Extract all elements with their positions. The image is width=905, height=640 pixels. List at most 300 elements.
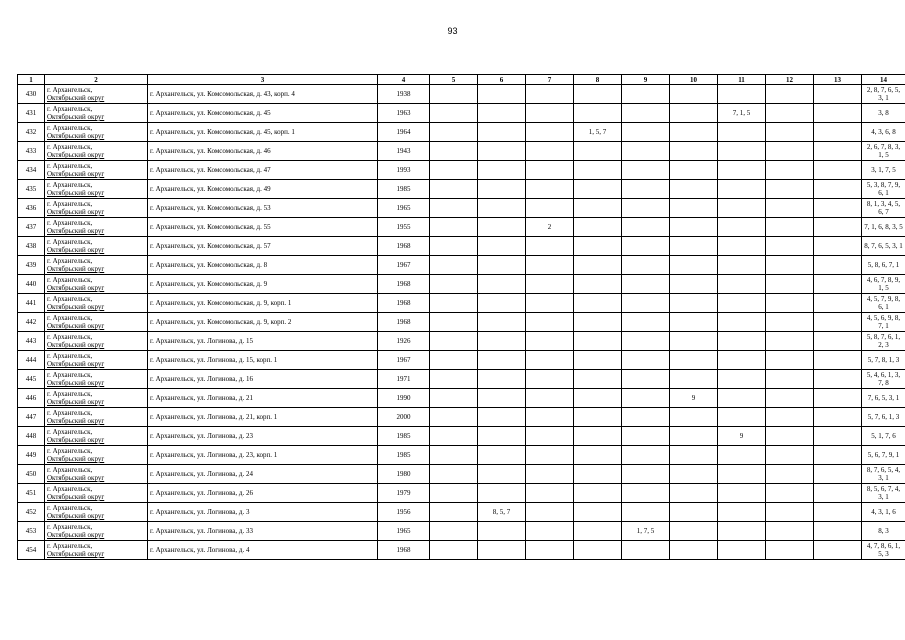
district-cell	[45, 503, 148, 522]
column-6-cell	[478, 332, 526, 351]
column-14-cell: 5, 3, 8, 7, 9, 6, 1	[862, 180, 905, 199]
row-number-cell: 431	[18, 104, 45, 123]
column-header-5: 5	[430, 75, 478, 85]
column-10-cell	[670, 180, 718, 199]
row-number-cell: 437	[18, 218, 45, 237]
column-14-cell: 4, 3, 6, 8	[862, 123, 905, 142]
column-8-cell	[574, 370, 622, 389]
column-10-cell	[670, 313, 718, 332]
address-cell: г. Архангельск, ул. Логинова, д. 15	[148, 332, 378, 351]
district-line-2: Октябрьский округ	[47, 189, 105, 197]
district-line-1: г. Архангельск,	[47, 447, 93, 455]
column-10-cell	[670, 503, 718, 522]
column-11-cell	[718, 351, 766, 370]
district-cell	[45, 351, 148, 370]
column-11-cell	[718, 142, 766, 161]
column-6-cell	[478, 199, 526, 218]
column-10-cell	[670, 104, 718, 123]
column-10-cell	[670, 142, 718, 161]
year-cell: 1990	[378, 389, 430, 408]
column-7-cell	[526, 237, 574, 256]
district-cell	[45, 484, 148, 503]
column-7-cell	[526, 294, 574, 313]
column-7-cell	[526, 370, 574, 389]
column-11-cell: 9	[718, 427, 766, 446]
column-9-cell	[622, 142, 670, 161]
row-number-cell: 430	[18, 85, 45, 104]
column-12-cell	[766, 294, 814, 313]
column-6-cell	[478, 218, 526, 237]
column-10-cell	[670, 199, 718, 218]
column-7-cell	[526, 123, 574, 142]
column-5-cell	[430, 85, 478, 104]
district-line-1: г. Архангельск,	[47, 105, 93, 113]
column-14-cell: 5, 8, 7, 6, 1, 2, 3	[862, 332, 905, 351]
column-14-cell: 8, 1, 3, 4, 5, 6, 7	[862, 199, 905, 218]
address-cell: г. Архангельск, ул. Комсомольская, д. 9	[148, 275, 378, 294]
column-6-cell	[478, 522, 526, 541]
district-line-1: г. Архангельск,	[47, 485, 93, 493]
column-12-cell	[766, 161, 814, 180]
column-12-cell	[766, 142, 814, 161]
column-12-cell	[766, 389, 814, 408]
column-8-cell	[574, 408, 622, 427]
column-header-1: 1	[18, 75, 45, 85]
column-11-cell	[718, 161, 766, 180]
district-line-1: г. Архангельск,	[47, 466, 93, 474]
column-9-cell	[622, 294, 670, 313]
column-5-cell	[430, 446, 478, 465]
address-cell: г. Архангельск, ул. Логинова, д. 4	[148, 541, 378, 560]
district-line-1: г. Архангельск,	[47, 124, 93, 132]
column-14-cell: 8, 5, 6, 7, 4, 3, 1	[862, 484, 905, 503]
table-row	[18, 123, 905, 142]
column-8-cell	[574, 161, 622, 180]
column-6-cell	[478, 142, 526, 161]
row-number-cell: 445	[18, 370, 45, 389]
year-cell: 1993	[378, 161, 430, 180]
column-6-cell	[478, 104, 526, 123]
row-number-cell: 432	[18, 123, 45, 142]
district-line-1: г. Архангельск,	[47, 276, 93, 284]
row-number-cell: 434	[18, 161, 45, 180]
district-line-1: г. Архангельск,	[47, 181, 93, 189]
column-14-cell: 4, 5, 6, 9, 8, 7, 1	[862, 313, 905, 332]
table-row	[18, 256, 905, 275]
column-8-cell: 1, 5, 7	[574, 123, 622, 142]
year-cell: 1938	[378, 85, 430, 104]
column-11-cell	[718, 123, 766, 142]
year-cell: 1967	[378, 256, 430, 275]
column-10-cell	[670, 256, 718, 275]
column-header-6: 6	[478, 75, 526, 85]
district-line-2: Октябрьский округ	[47, 227, 105, 235]
column-7-cell	[526, 161, 574, 180]
column-header-3: 3	[148, 75, 378, 85]
district-line-2: Октябрьский округ	[47, 151, 105, 159]
column-5-cell	[430, 484, 478, 503]
column-9-cell	[622, 446, 670, 465]
district-line-2: Октябрьский округ	[47, 113, 105, 121]
district-line-1: г. Архангельск,	[47, 314, 93, 322]
table-row	[18, 446, 905, 465]
district-line-2: Октябрьский округ	[47, 436, 105, 444]
district-line-1: г. Архангельск,	[47, 200, 93, 208]
year-cell: 1963	[378, 104, 430, 123]
column-11-cell	[718, 541, 766, 560]
year-cell: 2000	[378, 408, 430, 427]
district-line-1: г. Архангельск,	[47, 333, 93, 341]
district-line-2: Октябрьский округ	[47, 208, 105, 216]
district-cell	[45, 427, 148, 446]
column-10-cell	[670, 294, 718, 313]
column-10-cell	[670, 541, 718, 560]
address-cell: г. Архангельск, ул. Комсомольская, д. 45	[148, 104, 378, 123]
column-13-cell	[814, 199, 862, 218]
district-cell	[45, 294, 148, 313]
table-row	[18, 161, 905, 180]
address-cell: г. Архангельск, ул. Комсомольская, д. 46	[148, 142, 378, 161]
row-number-cell: 444	[18, 351, 45, 370]
column-header-14: 14	[862, 75, 905, 85]
district-line-2: Октябрьский округ	[47, 531, 105, 539]
address-cell: г. Архангельск, ул. Комсомольская, д. 55	[148, 218, 378, 237]
column-12-cell	[766, 522, 814, 541]
row-number-cell: 450	[18, 465, 45, 484]
district-line-2: Октябрьский округ	[47, 360, 105, 368]
column-8-cell	[574, 199, 622, 218]
table-row	[18, 142, 905, 161]
table-row	[18, 237, 905, 256]
column-10-cell	[670, 446, 718, 465]
district-line-2: Октябрьский округ	[47, 246, 105, 254]
row-number-cell: 442	[18, 313, 45, 332]
column-9-cell	[622, 427, 670, 446]
column-header-4: 4	[378, 75, 430, 85]
column-5-cell	[430, 427, 478, 446]
column-10-cell	[670, 370, 718, 389]
column-12-cell	[766, 275, 814, 294]
column-8-cell	[574, 142, 622, 161]
column-8-cell	[574, 351, 622, 370]
column-9-cell	[622, 484, 670, 503]
column-7-cell	[526, 484, 574, 503]
district-cell	[45, 389, 148, 408]
column-8-cell	[574, 332, 622, 351]
column-14-cell: 8, 7, 6, 5, 4, 3, 1	[862, 465, 905, 484]
address-cell: г. Архангельск, ул. Комсомольская, д. 45, корп. 1	[148, 123, 378, 142]
row-number-cell: 441	[18, 294, 45, 313]
column-6-cell	[478, 370, 526, 389]
column-5-cell	[430, 123, 478, 142]
column-9-cell	[622, 237, 670, 256]
column-5-cell	[430, 389, 478, 408]
column-header-12: 12	[766, 75, 814, 85]
column-13-cell	[814, 104, 862, 123]
column-6-cell	[478, 408, 526, 427]
header-row	[18, 75, 905, 85]
column-12-cell	[766, 408, 814, 427]
column-11-cell	[718, 275, 766, 294]
table-row	[18, 389, 905, 408]
column-11-cell	[718, 180, 766, 199]
column-10-cell	[670, 427, 718, 446]
column-14-cell: 5, 8, 6, 7, 1	[862, 256, 905, 275]
column-14-cell: 4, 7, 8, 6, 1, 5, 3	[862, 541, 905, 560]
column-13-cell	[814, 446, 862, 465]
column-5-cell	[430, 541, 478, 560]
column-12-cell	[766, 541, 814, 560]
column-8-cell	[574, 218, 622, 237]
table-row	[18, 294, 905, 313]
district-cell	[45, 313, 148, 332]
column-8-cell	[574, 180, 622, 199]
column-12-cell	[766, 256, 814, 275]
column-6-cell	[478, 465, 526, 484]
column-14-cell: 5, 6, 7, 9, 1	[862, 446, 905, 465]
district-line-1: г. Архангельск,	[47, 86, 93, 94]
row-number-cell: 448	[18, 427, 45, 446]
address-cell: г. Архангельск, ул. Логинова, д. 24	[148, 465, 378, 484]
district-cell	[45, 123, 148, 142]
district-cell	[45, 332, 148, 351]
column-12-cell	[766, 199, 814, 218]
district-line-1: г. Архангельск,	[47, 371, 93, 379]
column-8-cell	[574, 85, 622, 104]
column-12-cell	[766, 237, 814, 256]
year-cell: 1985	[378, 180, 430, 199]
column-10-cell	[670, 218, 718, 237]
table-row	[18, 104, 905, 123]
district-cell	[45, 142, 148, 161]
column-5-cell	[430, 218, 478, 237]
row-number-cell: 439	[18, 256, 45, 275]
district-cell	[45, 446, 148, 465]
column-14-cell: 5, 7, 8, 1, 3	[862, 351, 905, 370]
column-14-cell: 5, 1, 7, 6	[862, 427, 905, 446]
column-11-cell	[718, 313, 766, 332]
column-6-cell	[478, 161, 526, 180]
column-14-cell: 4, 5, 7, 9, 8, 6, 1	[862, 294, 905, 313]
district-line-1: г. Архангельск,	[47, 428, 93, 436]
column-5-cell	[430, 161, 478, 180]
district-line-1: г. Архангельск,	[47, 409, 93, 417]
table-row	[18, 351, 905, 370]
column-5-cell	[430, 180, 478, 199]
column-13-cell	[814, 256, 862, 275]
table-row	[18, 332, 905, 351]
column-8-cell	[574, 446, 622, 465]
column-12-cell	[766, 370, 814, 389]
column-11-cell	[718, 446, 766, 465]
column-header-2: 2	[45, 75, 148, 85]
column-7-cell	[526, 465, 574, 484]
column-13-cell	[814, 275, 862, 294]
column-7-cell	[526, 313, 574, 332]
column-13-cell	[814, 313, 862, 332]
address-cell: г. Архангельск, ул. Комсомольская, д. 49	[148, 180, 378, 199]
column-14-cell: 7, 1, 6, 8, 3, 5	[862, 218, 905, 237]
year-cell: 1979	[378, 484, 430, 503]
year-cell: 1926	[378, 332, 430, 351]
column-13-cell	[814, 142, 862, 161]
column-10-cell	[670, 123, 718, 142]
column-7-cell	[526, 199, 574, 218]
district-cell	[45, 218, 148, 237]
column-8-cell	[574, 541, 622, 560]
column-11-cell	[718, 484, 766, 503]
district-line-1: г. Архангельск,	[47, 504, 93, 512]
column-14-cell: 7, 6, 5, 3, 1	[862, 389, 905, 408]
column-12-cell	[766, 351, 814, 370]
column-6-cell	[478, 294, 526, 313]
column-13-cell	[814, 389, 862, 408]
column-9-cell	[622, 313, 670, 332]
column-5-cell	[430, 351, 478, 370]
column-14-cell: 4, 3, 1, 6	[862, 503, 905, 522]
column-header-7: 7	[526, 75, 574, 85]
district-line-1: г. Архангельск,	[47, 352, 93, 360]
district-line-2: Октябрьский округ	[47, 550, 105, 558]
column-6-cell: 8, 5, 7	[478, 503, 526, 522]
column-9-cell	[622, 503, 670, 522]
table-row	[18, 199, 905, 218]
column-header-8: 8	[574, 75, 622, 85]
year-cell: 1968	[378, 313, 430, 332]
district-line-1: г. Архангельск,	[47, 257, 93, 265]
column-13-cell	[814, 427, 862, 446]
year-cell: 1985	[378, 446, 430, 465]
year-cell: 1964	[378, 123, 430, 142]
year-cell: 1968	[378, 541, 430, 560]
column-7-cell	[526, 389, 574, 408]
district-cell	[45, 180, 148, 199]
column-14-cell: 2, 8, 7, 6, 5, 3, 1	[862, 85, 905, 104]
column-10-cell	[670, 522, 718, 541]
column-13-cell	[814, 484, 862, 503]
column-9-cell	[622, 408, 670, 427]
district-line-1: г. Архангельск,	[47, 295, 93, 303]
column-11-cell	[718, 370, 766, 389]
address-cell: г. Архангельск, ул. Комсомольская, д. 53	[148, 199, 378, 218]
column-header-9: 9	[622, 75, 670, 85]
row-number-cell: 443	[18, 332, 45, 351]
district-line-2: Октябрьский округ	[47, 94, 105, 102]
column-7-cell	[526, 427, 574, 446]
column-6-cell	[478, 446, 526, 465]
year-cell: 1985	[378, 427, 430, 446]
column-12-cell	[766, 123, 814, 142]
district-line-2: Октябрьский округ	[47, 303, 105, 311]
column-9-cell	[622, 180, 670, 199]
column-9-cell	[622, 370, 670, 389]
column-5-cell	[430, 313, 478, 332]
column-13-cell	[814, 408, 862, 427]
column-6-cell	[478, 180, 526, 199]
year-cell: 1956	[378, 503, 430, 522]
column-5-cell	[430, 104, 478, 123]
column-13-cell	[814, 351, 862, 370]
district-line-2: Октябрьский округ	[47, 322, 105, 330]
column-9-cell	[622, 351, 670, 370]
column-11-cell	[718, 389, 766, 408]
column-8-cell	[574, 427, 622, 446]
column-6-cell	[478, 256, 526, 275]
district-line-2: Октябрьский округ	[47, 417, 105, 425]
column-6-cell	[478, 313, 526, 332]
table-row	[18, 370, 905, 389]
district-cell	[45, 465, 148, 484]
column-8-cell	[574, 294, 622, 313]
address-cell: г. Архангельск, ул. Логинова, д. 15, корп. 1	[148, 351, 378, 370]
address-cell: г. Архангельск, ул. Комсомольская, д. 47	[148, 161, 378, 180]
column-13-cell	[814, 218, 862, 237]
address-cell: г. Архангельск, ул. Логинова, д. 33	[148, 522, 378, 541]
column-11-cell	[718, 218, 766, 237]
district-line-1: г. Архангельск,	[47, 143, 93, 151]
district-line-2: Октябрьский округ	[47, 170, 105, 178]
column-6-cell	[478, 541, 526, 560]
column-5-cell	[430, 332, 478, 351]
column-11-cell	[718, 237, 766, 256]
table-row	[18, 541, 905, 560]
column-5-cell	[430, 275, 478, 294]
column-14-cell: 2, 6, 7, 8, 3, 1, 5	[862, 142, 905, 161]
column-12-cell	[766, 313, 814, 332]
column-11-cell	[718, 408, 766, 427]
table-row	[18, 522, 905, 541]
district-line-2: Октябрьский округ	[47, 379, 105, 387]
address-cell: г. Архангельск, ул. Комсомольская, д. 9, корп. 2	[148, 313, 378, 332]
column-6-cell	[478, 123, 526, 142]
column-7-cell	[526, 275, 574, 294]
address-cell: г. Архангельск, ул. Логинова, д. 3	[148, 503, 378, 522]
column-8-cell	[574, 522, 622, 541]
address-cell: г. Архангельск, ул. Логинова, д. 23, корп. 1	[148, 446, 378, 465]
column-8-cell	[574, 275, 622, 294]
address-cell: г. Архангельск, ул. Комсомольская, д. 57	[148, 237, 378, 256]
year-cell: 1971	[378, 370, 430, 389]
district-cell	[45, 522, 148, 541]
column-8-cell	[574, 256, 622, 275]
district-line-2: Октябрьский округ	[47, 341, 105, 349]
district-line-1: г. Архангельск,	[47, 523, 93, 531]
column-11-cell	[718, 294, 766, 313]
column-13-cell	[814, 237, 862, 256]
column-5-cell	[430, 522, 478, 541]
row-number-cell: 449	[18, 446, 45, 465]
district-cell	[45, 370, 148, 389]
column-7-cell	[526, 85, 574, 104]
column-12-cell	[766, 427, 814, 446]
column-10-cell	[670, 351, 718, 370]
column-9-cell	[622, 389, 670, 408]
table-row	[18, 313, 905, 332]
column-9-cell	[622, 332, 670, 351]
district-line-2: Октябрьский округ	[47, 398, 105, 406]
column-header-11: 11	[718, 75, 766, 85]
row-number-cell: 436	[18, 199, 45, 218]
district-line-1: г. Архангельск,	[47, 219, 93, 227]
column-9-cell: 1, 7, 5	[622, 522, 670, 541]
column-9-cell	[622, 218, 670, 237]
row-number-cell: 452	[18, 503, 45, 522]
district-line-2: Октябрьский округ	[47, 474, 105, 482]
year-cell: 1955	[378, 218, 430, 237]
table-row	[18, 85, 905, 104]
column-7-cell	[526, 503, 574, 522]
district-cell	[45, 85, 148, 104]
